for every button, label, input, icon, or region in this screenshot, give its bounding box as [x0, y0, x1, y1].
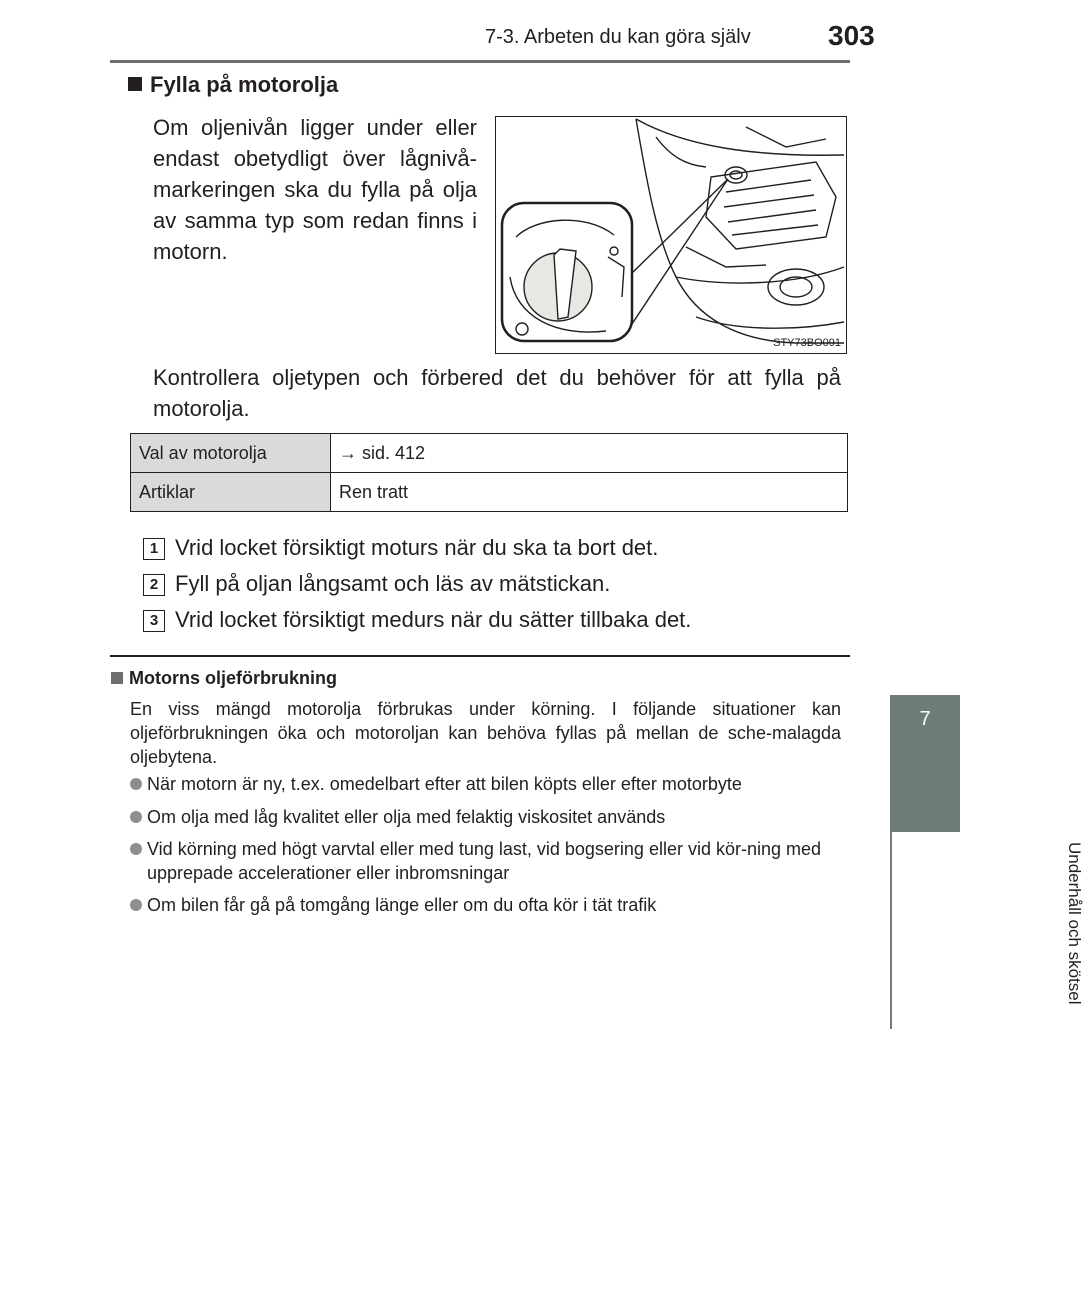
- list-item: [130, 772, 842, 796]
- engine-bay-drawing: [496, 117, 846, 353]
- step-number-badge: 2: [143, 574, 165, 596]
- chapter-number: 7: [919, 708, 931, 730]
- list-item-text: Vid körning med högt varvtal eller med tung last, vid bogsering eller vid kör-ning med upprepade accelerationer eller inbromsningar: [147, 839, 822, 883]
- table-row: [131, 473, 848, 512]
- page-number: 303: [828, 20, 875, 51]
- list-item-text: Om olja med låg kvalitet eller olja med felaktig viskositet används: [147, 807, 666, 827]
- list-item: [130, 837, 842, 885]
- table-cell-label: Artiklar: [131, 473, 331, 512]
- step-text: Fyll på oljan långsamt och läs av mätstickan.: [175, 571, 611, 596]
- square-bullet-icon: [128, 77, 142, 91]
- header-rule: [110, 60, 850, 63]
- chapter-side-tab: [890, 0, 1084, 1307]
- step-text: Vrid locket försiktigt moturs när du ska ta bort det.: [175, 535, 659, 560]
- square-bullet-icon: [111, 672, 123, 684]
- table-cell-label: Val av motorolja: [131, 434, 331, 473]
- prep-paragraph: Kontrollera oljetypen och förbered det du behöver för att fylla på motorolja.: [153, 365, 841, 421]
- chapter-title: Underhåll och skötsel: [1065, 842, 1084, 1005]
- list-item-text: Om bilen får gå på tomgång länge eller om du ofta kör i tät trafik: [147, 895, 657, 915]
- bullet-dot-icon: [130, 778, 142, 790]
- note-title: Motorns oljeförbrukning: [129, 668, 337, 688]
- illustration-id: STY73BO091: [773, 337, 841, 349]
- header-section-title: 7-3. Arbeten du kan göra själv: [485, 26, 751, 48]
- bullet-dot-icon: [130, 843, 142, 855]
- intro-paragraph: Om oljenivån ligger under eller endast obetydligt över lågnivå-markeringen ska du fylla på olja av samma typ som redan finns i motorn.: [153, 115, 477, 264]
- list-item-text: När motorn är ny, t.ex. omedelbart efter att bilen köpts eller efter motorbyte: [147, 774, 742, 794]
- table-cell-value: Ren tratt: [331, 473, 848, 512]
- section-title: Fylla på motorolja: [150, 72, 339, 97]
- note-heading: [111, 668, 337, 689]
- note-paragraph: En viss mängd motorolja förbrukas under körning. I följande situationer kan oljeförbrukningen öka och motoroljan kan behöva fyllas på mellan de sche-malagda oljebytena.: [130, 699, 841, 767]
- step-number-badge: 1: [143, 538, 165, 560]
- step-text: Vrid locket försiktigt medurs när du sätter tillbaka det.: [175, 607, 692, 632]
- step-number-badge: 3: [143, 610, 165, 632]
- step-item: [143, 571, 610, 597]
- oil-items-table: [130, 433, 848, 512]
- table-cell-value: → sid. 412: [331, 434, 848, 473]
- section-divider: [110, 655, 850, 657]
- engine-oil-cap-illustration: [495, 116, 847, 354]
- step-item: [143, 607, 691, 633]
- bullet-dot-icon: [130, 899, 142, 911]
- table-row: [131, 434, 848, 473]
- step-item: [143, 535, 658, 561]
- list-item: [130, 893, 842, 917]
- bullet-dot-icon: [130, 811, 142, 823]
- list-item: [130, 805, 842, 829]
- section-heading: [128, 72, 338, 98]
